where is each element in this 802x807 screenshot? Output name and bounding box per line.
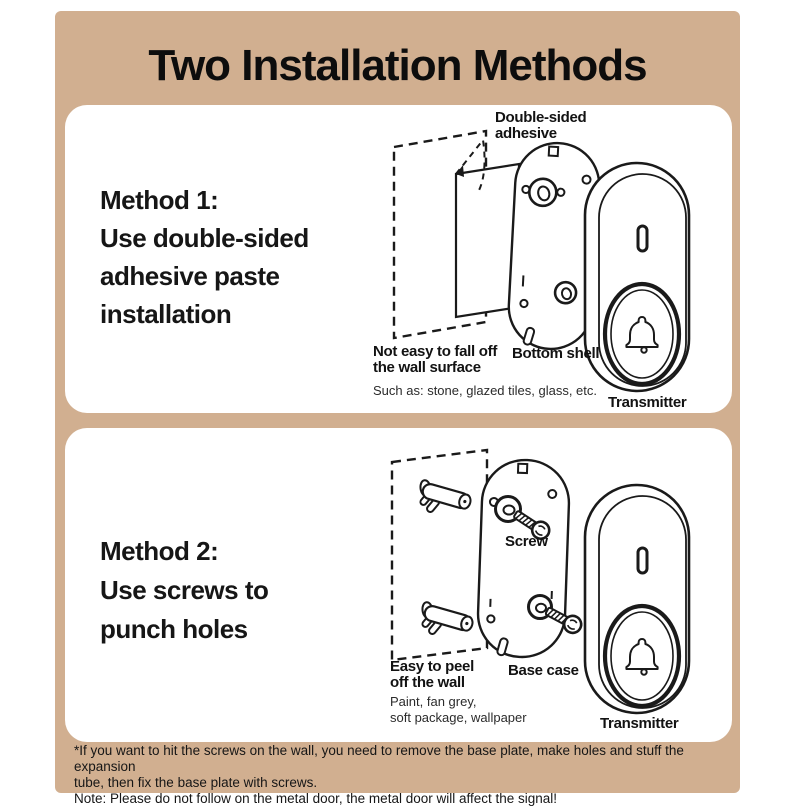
footer-note-line: *If you want to hit the screws on the wall, you need to remove the base plate, make holes and stuff the expansion bbox=[74, 743, 734, 775]
method1-heading-line: Use double-sided bbox=[100, 219, 309, 257]
bottom-shell-label: Bottom shell bbox=[512, 346, 599, 362]
wall-note-sub: Paint, fan grey, soft package, wallpaper bbox=[390, 694, 527, 725]
method1-heading-line: Method 1: bbox=[100, 181, 309, 219]
method2-heading bbox=[100, 532, 268, 649]
poster-background bbox=[55, 11, 740, 793]
method2-heading-line: Use screws to bbox=[100, 571, 268, 610]
adhesive-label: Double-sided adhesive bbox=[495, 110, 586, 142]
wall-note: Easy to peel off the wall bbox=[390, 659, 474, 691]
wall-anchor bbox=[414, 599, 476, 645]
footer-note-line: tube, then fix the base plate with screws. bbox=[74, 775, 734, 791]
base-case-plate bbox=[477, 459, 571, 659]
page-title: Two Installation Methods bbox=[55, 41, 740, 91]
transmitter-device bbox=[585, 485, 689, 713]
base-case-label: Base case bbox=[508, 663, 579, 679]
wall-note-sub: Such as: stone, glazed tiles, glass, etc. bbox=[373, 383, 597, 399]
method1-heading-line: adhesive paste bbox=[100, 257, 309, 295]
method2-heading-line: punch holes bbox=[100, 610, 268, 649]
method1-heading bbox=[100, 181, 309, 333]
footer-note-line: Note: Please do not follow on the metal door, the metal door will affect the signal! bbox=[74, 791, 734, 807]
screw-label: Screw bbox=[505, 534, 548, 550]
method1-panel bbox=[65, 105, 732, 413]
transmitter-label: Transmitter bbox=[600, 716, 678, 732]
footer-notes bbox=[74, 743, 734, 807]
wall-note: Not easy to fall off the wall surface bbox=[373, 344, 497, 376]
transmitter-label: Transmitter bbox=[608, 395, 686, 411]
method2-panel bbox=[65, 428, 732, 742]
transmitter-device bbox=[585, 163, 689, 391]
method2-heading-line: Method 2: bbox=[100, 532, 268, 571]
wall-anchor bbox=[412, 477, 474, 523]
method1-heading-line: installation bbox=[100, 295, 309, 333]
